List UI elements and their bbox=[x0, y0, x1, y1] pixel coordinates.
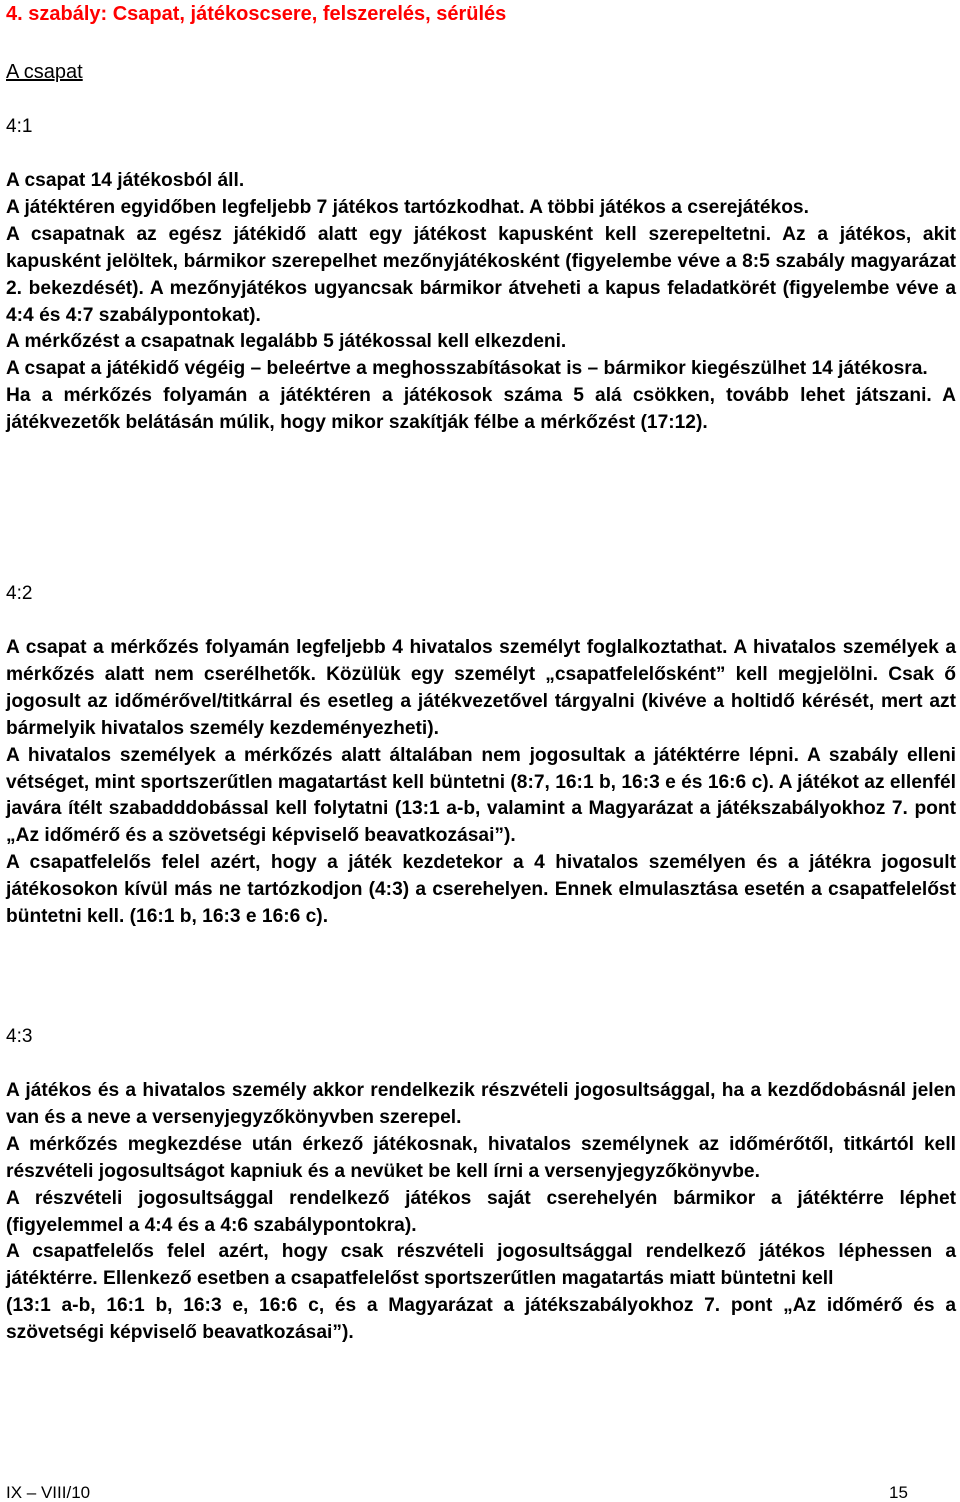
paragraph: A csapat a mérkőzés folyamán legfeljebb 4 hivatalos személyt foglalkoztathat. A hivatalos személyek a mérkőzés alatt nem cserélhetők. Közülük egy személyt „csapatfelelősként” kell megjelölni. Csak ő jogosult az időmérővel/titkárral és esetleg a játékvezetővel tárgyalni (kivéve a holtidő kérését, mert azt bármelyik hivatalos személy kezdeményezheti). bbox=[6, 637, 956, 739]
paragraph: A csapat 14 játékosból áll. bbox=[6, 170, 245, 191]
section-body-4-1 bbox=[6, 168, 956, 437]
section-body-4-2 bbox=[6, 635, 956, 931]
paragraph: A játékos és a hivatalos személy akkor rendelkezik részvételi jogosultsággal, ha a kezdődobásnál jelen van és a neve a versenyjegyzőkönyvben szerepel. bbox=[6, 1080, 956, 1128]
section-label-4-3: 4:3 bbox=[6, 1026, 33, 1047]
paragraph: A hivatalos személyek a mérkőzés alatt általában nem jogosultak a játéktérre lépni. A szabály elleni vétséget, mint sportszerűtlen magatartást kell büntetni (8:7, 16:1 b, 16:3 e és 16:6 c). A játékot az ellenfél javára ítélt szabadddobással kell folytatni (13:1 a-b, valamint a Magyarázat a játékszabályokhoz 7. pont „Az időmérő és a szövetségi képviselő beavatkozásai”). bbox=[6, 744, 956, 847]
section-body-4-3 bbox=[6, 1078, 956, 1347]
section-subheading: A csapat bbox=[6, 61, 83, 83]
page-number: 15 bbox=[889, 1483, 908, 1502]
paragraph: Ha a mérkőzés folyamán a játéktéren a játékosok száma 5 alá csökken, tovább lehet játszani. A játékvezetők belátásán múlik, hogy mikor szakítják félbe a mérkőzést (17:12). bbox=[6, 385, 956, 434]
paragraph: (13:1 a-b, 16:1 b, 16:3 e, 16:6 c, és a Magyarázat a játékszabályokhoz 7. pont „Az időmérő és a szövetségi képviselő beavatkozásai”). bbox=[6, 1295, 956, 1344]
paragraph: A részvételi jogosultsággal rendelkező játékos saját cserehelyén bármikor a játéktérre léphet (figyelemmel a 4:4 és a 4:6 szabálypontokra). bbox=[6, 1187, 956, 1236]
paragraph: A csapatnak az egész játékidő alatt egy játékost kapusként kell szerepeltetni. Az a játékos, akit kapusként jelöltek, bármikor szerepelhet mezőnyjátékosként (figyelembe véve a 8:5 szabály magyarázat 2. bekezdését). A mezőnyjátékos ugyancsak bármikor átveheti a kapus feladatkörét (figyelembe véve a 4:4 és 4:7 szabálypontokat). bbox=[6, 223, 956, 326]
rule-heading: 4. szabály: Csapat, játékoscsere, felszerelés, sérülés bbox=[6, 3, 507, 25]
section-label-4-2: 4:2 bbox=[6, 583, 33, 604]
paragraph: A játéktéren egyidőben legfeljebb 7 játékos tartózkodhat. A többi játékos a cserejátékos. bbox=[6, 196, 809, 218]
paragraph: A csapatfelelős felel azért, hogy a játék kezdetekor a 4 hivatalos személyen és a játékra jogosult játékosokon kívül más ne tartózkodjon (4:3) a cserehelyen. Ennek elmulasztása esetén a csapatfelelőst büntetni kell. (16:1 b, 16:3 e 16:6 c). bbox=[6, 852, 956, 928]
paragraph: A csapatfelelős felel azért, hogy csak részvételi jogosultsággal rendelkező játékos léphessen a játéktérre. Ellenkező esetben a csapatfelelőst sportszerűtlen magatartás miatt büntetni kell bbox=[6, 1241, 956, 1290]
paragraph: A mérkőzést a csapatnak legalább 5 játékossal kell elkezdeni. bbox=[6, 331, 567, 353]
paragraph: A mérkőzés megkezdése után érkező játékosnak, hivatalos személynek az időmérőtől, titkártól kell részvételi jogosultságot kapniuk és a nevüket be kell írni a versenyjegyzőkönyvbe. bbox=[6, 1133, 956, 1182]
paragraph: A csapat a játékidő végéig – beleértve a meghosszabításokat is – bármikor kiegészülhet 14 játékosra. bbox=[6, 358, 928, 380]
footer-reference: IX – VIII/10 bbox=[6, 1483, 91, 1502]
section-label-4-1: 4:1 bbox=[6, 116, 33, 137]
